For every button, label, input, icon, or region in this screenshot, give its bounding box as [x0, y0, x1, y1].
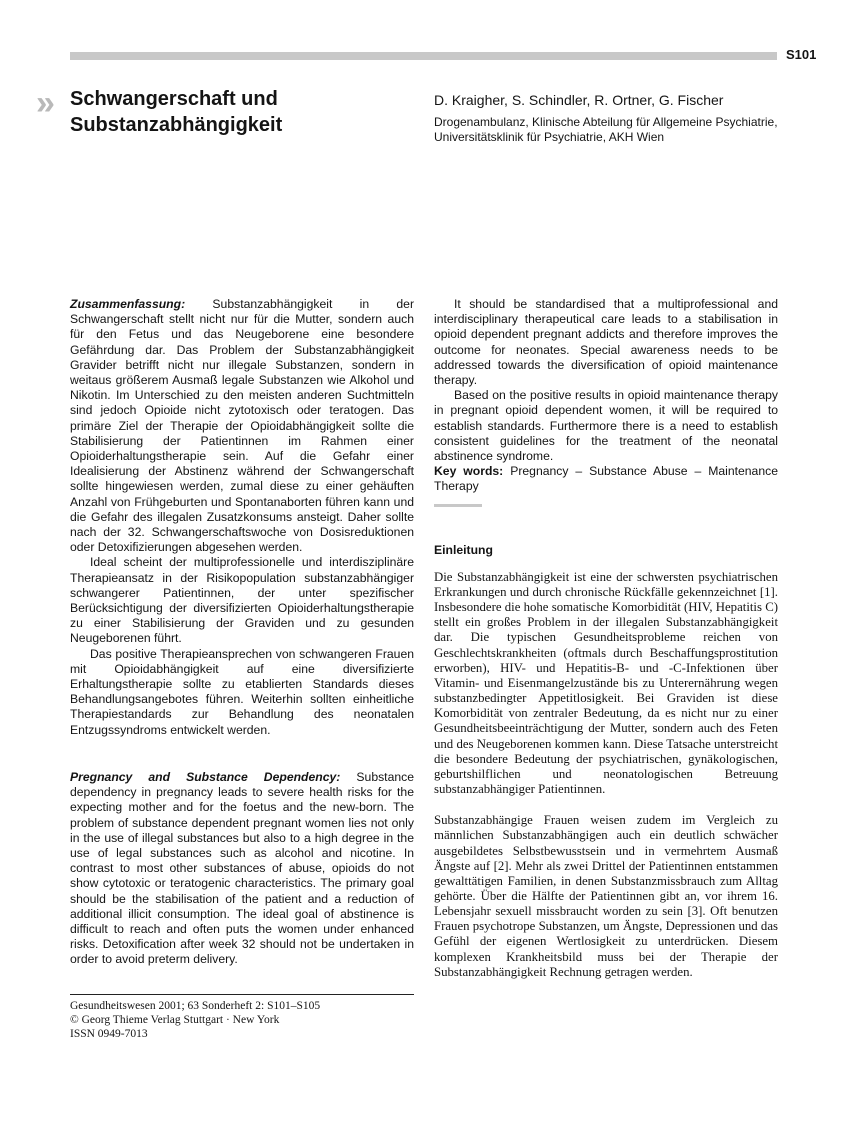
page-number: S101: [786, 47, 817, 62]
issn: ISSN 0949-7013: [70, 1028, 148, 1040]
section-paragraph-2: Substanzabhängige Frauen weisen zudem im Vergleich zu männlichen Substanzabhängigen auch ein deutlich schwächer ausgebildetes Selbstbewusstsein und in vermehrtem Ausmaß Ängste auf [2]. Mehr als zwei Drittel der Patientinnen entstammen gewalttätigen Familien, in denen Substanzmissbrauch zum Alltag gehörte. Über die Hälfte der Patientinnen gibt an, vor ihrem 16. Lebensjahr sexuell missbraucht worden zu sein [3]. Oft benutzen Frauen psychotrope Substanzen, um Ängste, Depressionen und das Gefühl der eigenen Wertlosigkeit zu unterdrücken. Diesem komplexen Krankheitsbild muss bei der Therapie der Substanzabhängigkeit Rechnung getragen werden.: [434, 813, 778, 979]
abstract-german-label: Zusammenfassung:: [70, 297, 186, 311]
abstract-english-p2: It should be standardised that a multiprofessional and interdisciplinary therapeutical care leads to a stabilisation in opioid dependent pregnant addicts and therefore improves the outcome for neonates. Special awareness needs to be addressed towards the diversification of opioid maintenance therapy.: [434, 297, 778, 388]
abstract-german-p2: Ideal scheint der multiprofessionelle und interdisziplinäre Therapieansatz in der Risikopopulation substanzabhängiger schwangerer Patientinnen, der unter spezifischer Berücksichtigung der diversifizierten Opioiderhaltungstherapie zu einer Stabilisierung der Graviden und zu gesunden Neugeborenen führt.: [70, 555, 414, 646]
abstract-english-p3: Based on the positive results in opioid maintenance therapy in pregnant opioid dependent women, it will be required to establish standards. Furthermore there is a need to establish consistent guidelines for the treatment of the neonatal abstinence syndrome.: [434, 388, 778, 464]
keywords-label: Key words:: [434, 464, 504, 479]
affiliation-line: Drogenambulanz, Klinische Abteilung für Allgemeine Psychiatrie,: [434, 115, 778, 129]
abstract-english-text: Substance dependency in pregnancy leads to severe health risks for the expecting mother and for the foetus and the new-born. The problem of substance dependent pregnant women lies not only in the use of illegal substances but also to a high degree in the use of legal substances such as alcohol and nicotine. In contrast to most other substances of abuse, opioids do not show cytotoxic or teratogenic characteristics. The primary goal should be the stabilisation of the patient and a reduction of additional illicit consumption. The ideal goal of abstinence is difficult to reach and often puts the women under enhanced risks. Detoxification after week 32 should not be undertaken in order to avoid preterm delivery.: [70, 769, 414, 967]
abstract-english-p1: [70, 770, 414, 968]
title-line: Substanzabhängigkeit: [70, 114, 283, 136]
journal-citation: Gesundheitswesen 2001; 63 Sonderheft 2: S101–S105: [70, 1000, 321, 1012]
abstract-german-p1: [70, 297, 414, 555]
citation-footer: [70, 994, 414, 1041]
affiliation: [434, 115, 794, 145]
section-paragraph-1: Die Substanzabhängigkeit ist eine der schwersten psychiatrischen Erkrankungen und durch chronische Rückfälle gekennzeichnet [1]. Insbesondere die hohe somatische Komorbidität (HIV, Hepatitis C) stellt ein großes Problem in der illegalen Substanzabhängigkeit dar. Die typischen Gesundheitsprobleme reichen von Geschlechtskrankheiten (oftmals durch Beschaffungsprostitution erworben), HIV- und Hepatitis-B- und -C-Infektionen über Vitamin- und Eisenmangelzustände bis zu Unterernährung wegen substanzbedingter Appetitlosigkeit. Bei Graviden ist diese Komorbidität von zentraler Bedeutung, da es nicht nur zu einer Gesundheitsbeeinträchtigung der Mutter, sondern auch des Feten und des Neugeborenen kommen kann. Diese Tatsache unterstreicht die besondere Bedeutung der psychiatrischen, gynäkologischen, geburtshilflichen und neonatologischen Betreuung substanzabhängiger Patientinnen.: [434, 569, 778, 797]
abstract-german-text: Substanzabhängigkeit in der Schwangerschaft stellt nicht nur für die Mutter, sondern auch für den Fetus und das Neugeborene eine besondere Gefährdung dar. Das Problem der Substanzabhängigkeit Gravider betrifft nicht nur illegale Substanzen, sondern in weitaus größerem Ausmaß legale Substanzen wie Alkohol und Nikotin. Im Unterschied zu den meisten anderen Suchtmitteln sind jedoch Opioide nicht zytotoxisch oder teratogen. Das primäre Ziel der Therapie der Opioidabhängigkeit sollte die Stabilisierung der Patientinnen im Rahmen einer Opioiderhaltungstherapie sein. Auf die Gefahr einer Idealisierung der Abstinenz während der Schwangerschaft sollte hingewiesen werden, zumal diese zu einer gehäuften Anzahl von Frühgeburten und Spontanaborten führen kann und die Gefahr des illegalen Zusatzkonsums ansteigt. Daher sollte nach der 32. Schwangerschaftswoche von Dosisreduktionen oder Detoxifizierungen abgesehen werden.: [70, 297, 415, 555]
authors: D. Kraigher, S. Schindler, R. Ortner, G. Fischer: [434, 92, 724, 108]
keywords: [434, 464, 778, 494]
chevron-icon: »: [36, 84, 51, 122]
article-title: [70, 86, 370, 138]
abstract-german-p3: Das positive Therapieansprechen von schwangeren Frauen mit Opioidabhängigkeit auf eine diversifizierte Erhaltungstherapie sollte zu etablierten Standards dieses Behandlungsangebotes führen. Weiterhin sollten einheitliche Therapiestandards zur Behandlung des neonatalen Entzugssyndroms entwickelt werden.: [70, 646, 414, 737]
title-line: Schwangerschaft und: [70, 88, 278, 110]
affiliation-line: Universitätsklinik für Psychiatrie, AKH Wien: [434, 130, 665, 144]
copyright-line: © Georg Thieme Verlag Stuttgart · New York: [70, 1014, 280, 1026]
left-column: [70, 297, 414, 968]
abstract-english-label: Pregnancy and Substance Dependency:: [70, 769, 341, 784]
keywords-rule: [434, 504, 482, 507]
header-rule: [70, 52, 777, 60]
keywords-text: Pregnancy – Substance Abuse – Maintenance Therapy: [434, 464, 778, 494]
right-column: [434, 297, 778, 980]
section-heading: Einleitung: [434, 542, 493, 557]
